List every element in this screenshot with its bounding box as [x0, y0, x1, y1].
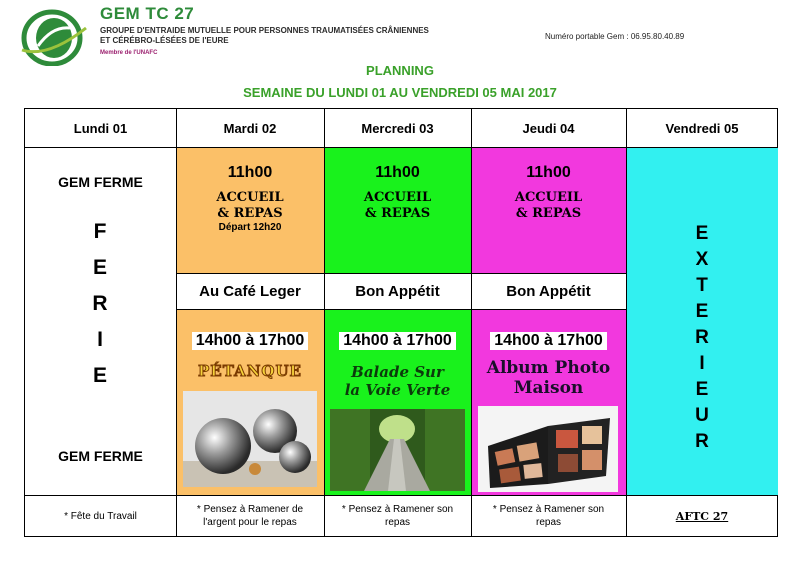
- thursday-repas: & REPAS: [515, 206, 582, 221]
- wednesday-accueil: ACCUEIL: [363, 190, 432, 205]
- wednesday-morning: [324, 164, 471, 264]
- tuesday-pm-time: 14h00 à 17h00: [192, 332, 309, 350]
- exterieur-letter: T: [696, 275, 708, 296]
- ferie-letter: R: [92, 292, 108, 315]
- photo-album-image: [478, 406, 618, 492]
- ferie-letter: E: [92, 256, 107, 279]
- exterieur-letter: E: [695, 379, 709, 400]
- day-header-tuesday: Mardi 02: [223, 120, 277, 136]
- exterieur-letter: U: [695, 405, 709, 426]
- ferie-letter: E: [92, 364, 107, 387]
- org-line-1: GROUPE D'ENTRAIDE MUTUELLE POUR PERSONNES TRAUMATISÉES CRÂNIENNES: [100, 26, 429, 35]
- org-description: [100, 26, 429, 46]
- tuesday-depart: Départ 12h20: [218, 222, 282, 233]
- exterieur-letter: I: [699, 353, 705, 374]
- thursday-accueil: ACCUEIL: [514, 190, 583, 205]
- ferie-letter: I: [97, 328, 103, 351]
- tuesday-morning: [176, 164, 324, 264]
- friday-footer-wrap: [626, 495, 778, 537]
- day-header-wednesday: Mercredi 03: [361, 120, 434, 136]
- exterieur-letter: X: [695, 249, 709, 270]
- tuesday-footer: [176, 495, 324, 537]
- thursday-footer: [471, 495, 626, 537]
- friday-exterieur: [626, 221, 778, 455]
- phone-number: Numéro portable Gem : 06.95.80.40.89: [545, 32, 685, 41]
- thursday-activity-line2: Maison: [513, 378, 584, 398]
- tuesday-pm-time-wrap: [176, 329, 324, 353]
- wednesday-footer-line1: * Pensez à Ramener son: [341, 504, 454, 515]
- wednesday-activity-line1: Balade Sur: [351, 363, 444, 381]
- thursday-lunch: Bon Appétit: [506, 282, 591, 300]
- exterieur-letter: E: [695, 223, 709, 244]
- tuesday-footer-line1: * Pensez à Ramener de: [196, 504, 304, 515]
- org-line-2: ET CÉRÉBRO-LÉSÉES DE l'EURE: [100, 36, 229, 45]
- monday-bottom-text: GEM FERME: [58, 448, 143, 464]
- gem-logo: [18, 8, 90, 66]
- wednesday-time: 11h00: [375, 164, 420, 181]
- week-subtitle: SEMAINE DU LUNDI 01 AU VENDREDI 05 MAI 2017: [243, 85, 557, 100]
- org-name: GEM TC 27: [100, 4, 195, 23]
- exterieur-letter: E: [695, 301, 709, 322]
- wednesday-lunch: Bon Appétit: [355, 282, 440, 300]
- member-label: Membre de l'UNAFC: [100, 50, 158, 56]
- exterieur-letter: R: [695, 327, 709, 348]
- monday-footer: * Fête du Travail: [64, 510, 137, 522]
- tuesday-activity-wrap: [176, 358, 324, 384]
- tuesday-accueil: ACCUEIL: [216, 190, 284, 205]
- thursday-footer-line2: repas: [535, 517, 561, 528]
- day-header-monday: Lundi 01: [73, 120, 128, 136]
- wednesday-pm-time: 14h00 à 17h00: [339, 332, 456, 350]
- ferie-letter: F: [93, 220, 107, 243]
- greenway-image: [330, 409, 465, 491]
- thursday-pm-time-wrap: [471, 329, 626, 353]
- planning-table: [24, 108, 778, 537]
- exterieur-letter: R: [695, 431, 709, 452]
- wednesday-activity-line2: la Voie Verte: [344, 381, 451, 399]
- thursday-time: 11h00: [526, 164, 571, 181]
- page-title: PLANNING: [366, 63, 434, 78]
- wednesday-activity-wrap: [324, 355, 471, 407]
- thursday-footer-line1: * Pensez à Ramener son: [492, 504, 605, 515]
- tuesday-repas: & REPAS: [217, 206, 283, 221]
- tuesday-activity: PÉTANQUE: [198, 362, 302, 380]
- day-header-thursday: Jeudi 04: [522, 120, 575, 136]
- thursday-pm-time: 14h00 à 17h00: [490, 332, 607, 350]
- wednesday-repas: & REPAS: [364, 206, 431, 221]
- monday-ferie: [80, 214, 120, 394]
- wednesday-pm-time-wrap: [324, 329, 471, 353]
- monday-top-text: GEM FERME: [58, 174, 143, 190]
- day-header-friday: Vendredi 05: [665, 120, 739, 136]
- wednesday-footer-line2: repas: [384, 517, 410, 528]
- tuesday-lunch: Au Café Leger: [199, 282, 301, 300]
- wednesday-footer: [324, 495, 471, 537]
- thursday-activity-line1: Album Photo: [486, 358, 611, 378]
- thursday-morning: [471, 164, 626, 264]
- tuesday-time: 11h00: [227, 164, 273, 181]
- thursday-activity-wrap: [471, 352, 626, 404]
- tuesday-footer-line2: l'argent pour le repas: [203, 517, 297, 528]
- friday-footer: AFTC 27: [675, 509, 729, 523]
- petanque-image: [183, 391, 317, 487]
